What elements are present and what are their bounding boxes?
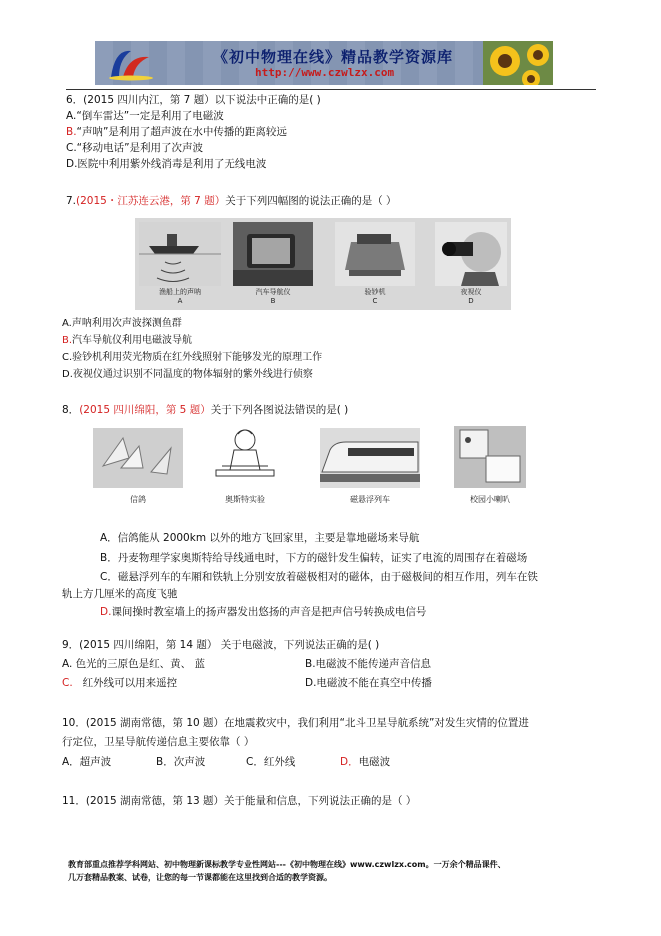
banner-title: 《初中物理在线》精品教学资源库: [213, 48, 454, 66]
q8-caption-maglev: 磁悬浮列车: [350, 495, 390, 504]
banner-url[interactable]: http://www.czwlzx.com: [255, 66, 395, 79]
q10-option-a: A．超声波: [62, 756, 112, 768]
page-footer: [68, 858, 608, 884]
counterfeit-detector-image: [335, 222, 415, 286]
q9-option-a: A. 色光的三原色是红、黄、 蓝: [62, 658, 206, 670]
maglev-train-image: [320, 428, 420, 488]
q11-stem: 11．(2015 湖南常德，第 13 题）关于能量和信息，下列说法正确的是（ ）: [62, 795, 417, 807]
q7-option-b-letter: B.: [62, 335, 73, 346]
q10-option-b: B．次声波: [156, 756, 206, 768]
q7-option-a: A.声呐利用次声波探测鱼群: [62, 318, 182, 329]
q8-option-d: [100, 605, 426, 619]
q6-option-a: A.“倒车雷达”一定是利用了电磁波: [66, 110, 224, 122]
q8-stem-text: 关于下列各图说法错误的是( ): [210, 404, 349, 416]
q7-figure: [135, 218, 511, 310]
q7-letter-d: D: [468, 297, 474, 305]
q8-option-b: B．丹麦物理学家奥斯特给导线通电时，下方的磁针发生偏转，证实了电流的周围存在着磁场: [100, 552, 528, 564]
q10-stem-line1: 10．(2015 湖南常德，第 10 题）在地震救灾中，我们利用“北斗卫星导航系统”对发生灾情的位置进: [62, 717, 529, 729]
q9-option-c: [62, 676, 177, 690]
q8-option-c-line1: C．磁悬浮列车的车厢和铁轨上分别安放着磁极相对的磁体，由于磁极间的相互作用，列车在铁: [100, 571, 538, 583]
q10-option-c: C．红外线: [246, 756, 296, 768]
q7-caption-c: 验钞机: [364, 288, 386, 296]
q9-option-b: B.电磁波不能传递声音信息: [305, 658, 432, 670]
q8-option-a: A．信鸽能从 2000km 以外的地方飞回家里，主要是靠地磁场来导航: [100, 532, 420, 544]
q7-option-c: C.验钞机利用荧光物质在红外线照射下能够发光的原理工作: [62, 352, 323, 363]
car-navigator-image: [233, 222, 313, 286]
q7-option-d: D.夜视仪通过识别不同温度的物体辐射的紫外线进行侦察: [62, 369, 313, 380]
q8-option-d-letter: D.: [100, 606, 112, 618]
footer-line-1: 教育部重点推荐学科网站、初中物理新课标教学专业性网站---《初中物理在线》www.czwlzx.com。一万余个精品课件、: [68, 860, 506, 869]
header-banner: [95, 41, 553, 85]
q6-option-b-text: “声呐”是利用了超声波在水中传播的距离较远: [76, 126, 287, 138]
q10-option-d-text: 电磁波: [358, 756, 391, 768]
pigeon-image: [93, 428, 183, 488]
q8-number: 8．: [62, 404, 80, 416]
q7-number: 7.: [66, 195, 77, 207]
footer-line-2: 几万套精品教案、试卷，让您的每一节课都能在这里找到合适的教学资源。: [68, 873, 332, 882]
q7-option-b: [62, 334, 192, 348]
q8-option-c-line2: 轨上方几厘米的高度飞驰: [62, 588, 178, 600]
q6-option-d: D.医院中利用紫外线消毒是利用了无线电波: [66, 158, 267, 170]
q7-letter-b: B: [270, 297, 276, 305]
q7-source: (2015・江苏连云港，第 7 题）: [76, 195, 226, 207]
night-vision-image: [435, 222, 507, 286]
q8-caption-pigeon: 信鸽: [130, 495, 146, 504]
header-rule: [66, 89, 596, 90]
q9-option-d: D.电磁波不能在真空中传播: [305, 677, 432, 689]
q9-stem: 9．(2015 四川绵阳，第 14 题） 关于电磁波，下列说法正确的是( ): [62, 639, 380, 651]
q6-option-b: [66, 125, 287, 139]
q10-stem-line2: 行定位，卫星导航传递信息主要依靠（ ）: [62, 736, 255, 748]
sunflower-image: [483, 41, 553, 85]
q9-option-c-letter: C.: [62, 677, 73, 689]
q7-letter-a: A: [177, 297, 183, 305]
q8-stem: [62, 403, 348, 417]
q7-stem-text: 关于下列四幅图的说法正确的是（ ）: [225, 195, 397, 207]
q8-option-d-text: 课间操时教室墙上的扬声器发出悠扬的声音是把声信号转换成电信号: [111, 606, 427, 618]
sonar-boat-image: [139, 222, 221, 286]
q9-option-c-text: 红外线可以用来遥控: [82, 677, 178, 689]
q8-caption-oersted: 奥斯特实验: [225, 495, 265, 504]
q7-option-b-text: 汽车导航仪利用电磁波导航: [72, 335, 193, 346]
q6-option-c: C.“移动电话”是利用了次声波: [66, 142, 204, 154]
q7-stem: [66, 194, 397, 208]
q10-option-d-letter: D．: [340, 756, 359, 768]
q7-letter-c: C: [372, 297, 378, 305]
q10-option-d: [340, 755, 390, 769]
oersted-experiment-image: [212, 426, 278, 488]
q7-caption-a: 渔船上的声呐: [159, 288, 201, 296]
q8-caption-speaker: 校园小喇叭: [470, 495, 510, 504]
site-logo-icon: [105, 45, 157, 81]
q6-option-b-letter: B.: [66, 126, 77, 138]
q8-source: (2015 四川绵阳，第 5 题）: [79, 404, 211, 416]
q6-stem: 6．(2015 四川内江，第 7 题）以下说法中正确的是( ): [66, 94, 321, 106]
q7-caption-d: 夜视仪: [460, 288, 482, 296]
loudspeaker-image: [454, 426, 526, 488]
q7-caption-b: 汽车导航仪: [255, 288, 291, 296]
